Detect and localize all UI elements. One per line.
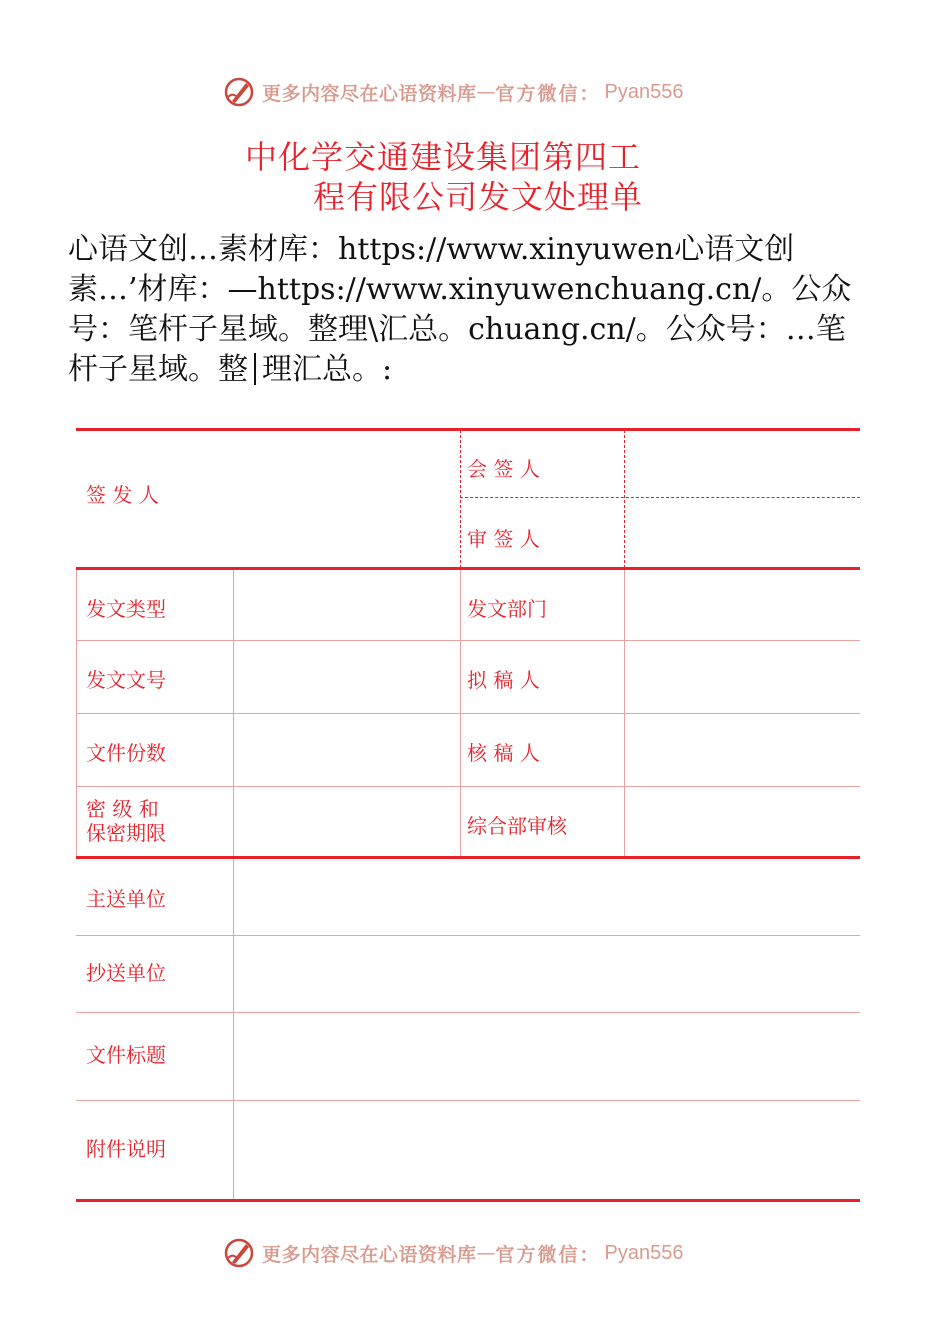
doc-number-label: 发文文号 [86,668,166,692]
banner-text: 更多内容尽在心语资料库 [262,1243,477,1266]
signature-divider [460,497,860,498]
column-divider [233,570,234,856]
main-recipients-label: 主送单位 [86,887,166,911]
intro-paragraph [68,230,868,390]
banner-text: 更多内容尽在心语资料库 [262,82,477,105]
banner-dash: — [476,1242,496,1264]
section-border [76,856,860,859]
cc-recipients-label: 抄送单位 [86,961,166,985]
footer-banner [222,1233,742,1273]
intro-text-end: 理汇总。: [262,352,393,387]
column-divider [76,570,77,856]
secrecy-label-line1: 密 级 和 [86,797,159,821]
attachments-label: 附件说明 [86,1137,166,1161]
row-divider [76,713,860,714]
signer-label: 签 发 人 [86,483,159,507]
column-divider [233,859,234,1199]
issuing-dept-label: 发文部门 [467,597,547,621]
copies-label: 文件份数 [86,741,166,765]
intro-text: 心语文创…素材库：https://www.xinyuwen心语文创素…’材库：—https://www.xinyuwenchuang.cn/。公众号：笔杆子星域。整理\汇总。chuang.cn/。公众号：…笔杆子星域。整 [68,232,852,387]
column-divider [624,570,625,856]
column-divider [624,430,625,568]
row-divider [76,1012,860,1013]
secrecy-label-line2: 保密期限 [86,821,166,845]
file-title-label: 文件标题 [86,1043,166,1067]
form-top-border [76,428,860,431]
banner-wechat-label: 官方微信： [495,1243,601,1266]
banner-dash: — [476,81,496,103]
header-banner [222,72,742,112]
row-divider [76,1100,860,1101]
column-divider [460,570,461,856]
column-divider [460,430,461,568]
row-divider [76,640,860,641]
row-divider [76,935,860,936]
row-divider [76,786,860,787]
form-bottom-border [76,1199,860,1202]
doc-type-label: 发文类型 [86,597,166,621]
document-title-line2: 程有限公司发文处理单 [313,178,644,216]
text-cursor [254,353,256,385]
co-signer-label: 会 签 人 [467,457,540,481]
document-title-line1: 中化学交通建设集团第四工 [245,138,642,176]
pen-circle-logo-icon [222,1236,256,1270]
admin-review-label: 综合部审核 [467,814,567,838]
banner-wechat-id: Pyan556 [604,80,684,103]
banner-wechat-id: Pyan556 [604,1241,684,1264]
banner-wechat-label: 官方微信： [495,82,601,105]
reviewer-label: 审 签 人 [467,527,540,551]
section-border [76,567,860,570]
checker-label: 核 稿 人 [467,741,540,765]
dispatch-form [76,428,860,1203]
drafter-label: 拟 稿 人 [467,668,540,692]
pen-circle-logo-icon [222,75,256,109]
